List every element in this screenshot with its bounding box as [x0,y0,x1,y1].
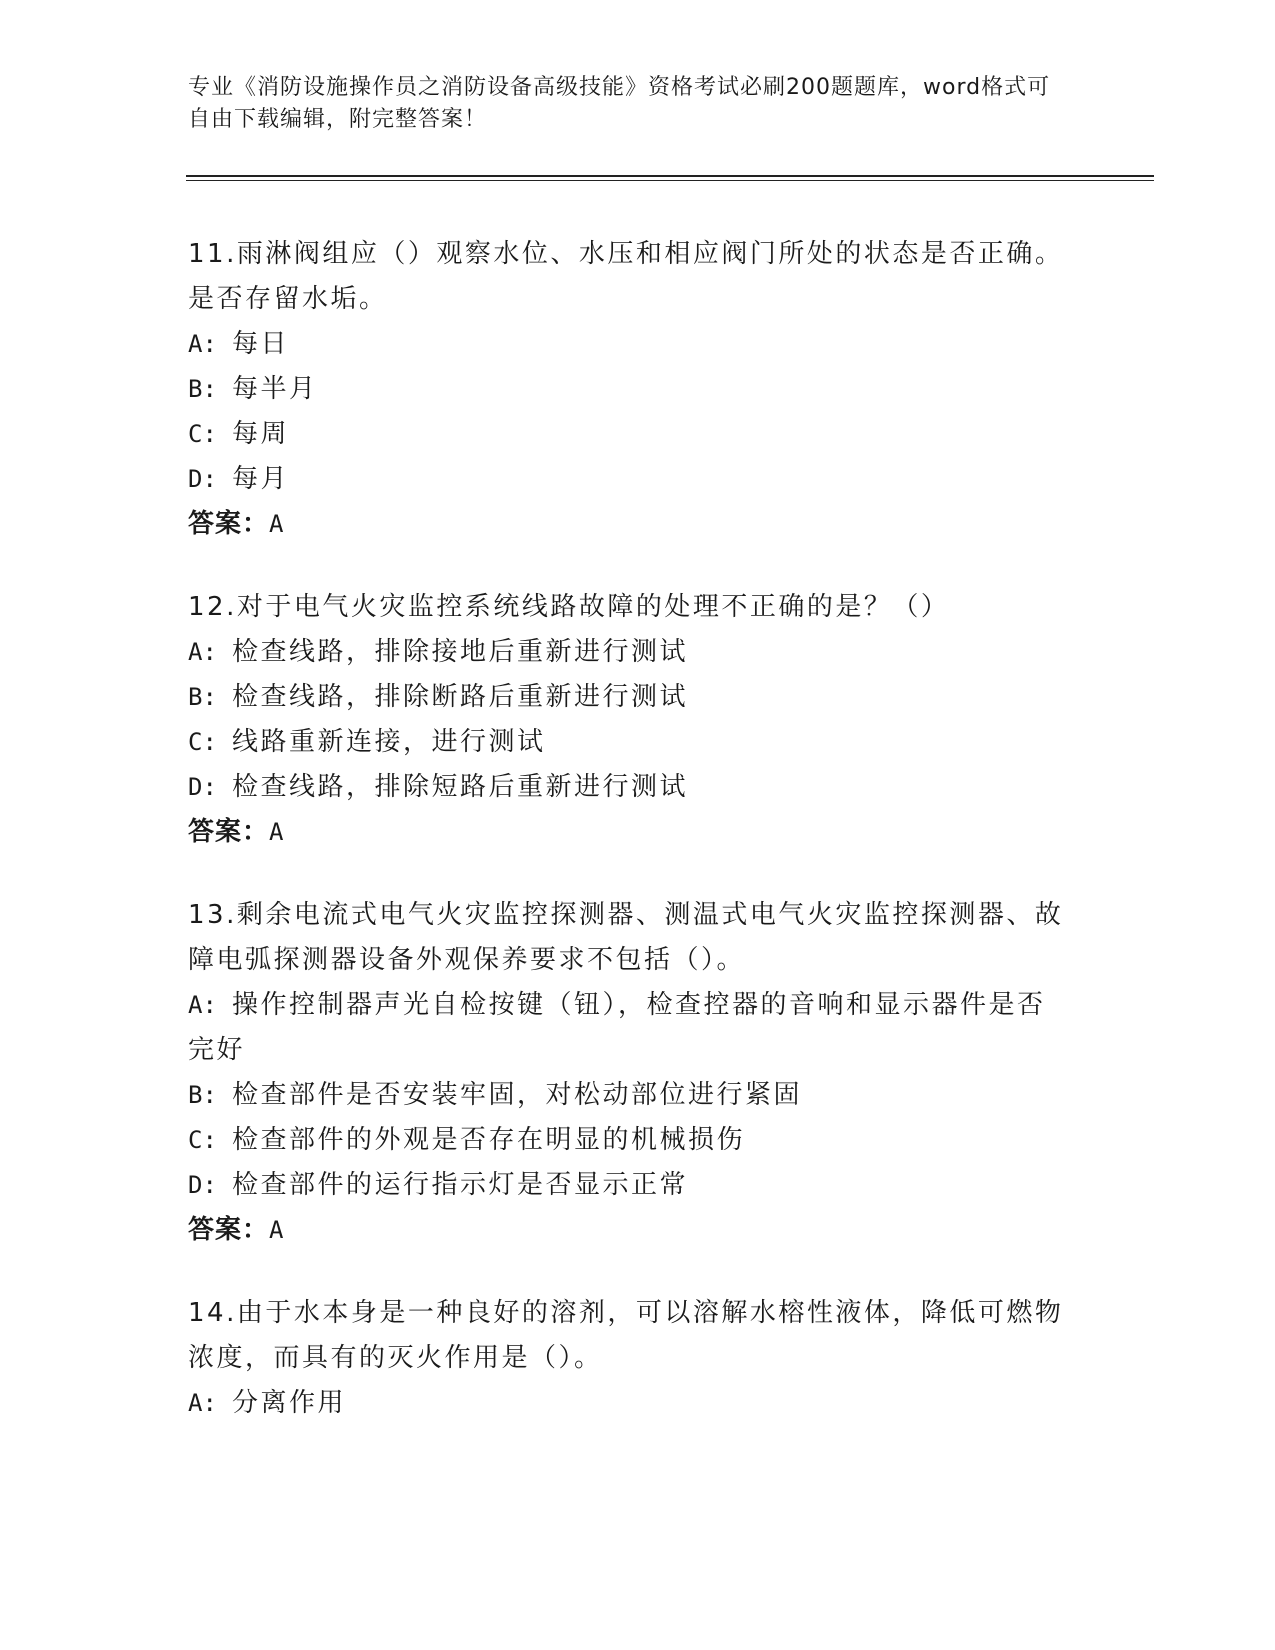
option-c [188,720,1068,765]
question-text: 由于水本身是一种良好的溶剂，可以溶解水榕性液体，降低可燃物浓度，而具有的灭火作用是（）。 [188,1298,1064,1373]
option-text: 每半月 [232,374,318,404]
option-letter: C: [188,728,217,756]
option-text: 检查部件的运行指示灯是否显示正常 [232,1170,689,1200]
option-text: 每周 [232,419,290,449]
option-a [188,1381,1068,1426]
option-text: 检查线路，排除短路后重新进行测试 [232,772,689,802]
option-text: 线路重新连接，进行测试 [232,727,546,757]
option-text: 检查部件的外观是否存在明显的机械损伤 [232,1125,746,1155]
option-b [188,1073,1068,1118]
option-a [188,322,1068,367]
option-text: 检查线路，排除接地后重新进行测试 [232,637,689,667]
question-stem [188,1291,1068,1381]
question-12 [188,585,1068,855]
question-number: 13. [188,900,237,930]
option-letter: D: [188,465,217,493]
option-letter: B: [188,375,217,403]
answer-label: 答案： [188,1215,270,1245]
option-letter: D: [188,1171,217,1199]
question-stem [188,232,1068,322]
answer-line [188,1208,1068,1253]
answer-label: 答案： [188,817,270,847]
answer-label: 答案： [188,509,270,539]
question-number: 14. [188,1298,237,1328]
option-letter: B: [188,1081,217,1109]
option-letter: A: [188,991,217,1019]
option-d [188,1163,1068,1208]
question-number: 12. [188,592,237,622]
option-c [188,412,1068,457]
header-rule-thick [186,175,1154,177]
answer-line [188,502,1068,547]
question-14 [188,1291,1068,1426]
option-a [188,630,1068,675]
option-text: 每日 [232,329,290,359]
question-stem [188,585,1068,630]
option-b [188,675,1068,720]
option-c [188,1118,1068,1163]
option-letter: C: [188,1126,217,1154]
question-stem [188,893,1068,983]
question-number: 11. [188,239,237,269]
document-header: 专业《消防设施操作员之消防设备高级技能》资格考试必刷200题题库，word格式可自由下载编辑，附完整答案！ [188,75,1051,132]
option-d [188,765,1068,810]
header-rule-thin [186,180,1154,181]
option-text: 检查线路，排除断路后重新进行测试 [232,682,689,712]
question-13 [188,893,1068,1253]
answer-line [188,810,1068,855]
answer-value: A [269,818,285,846]
question-list [188,232,1068,1464]
option-b [188,367,1068,412]
option-letter: C: [188,420,217,448]
answer-value: A [269,510,285,538]
option-a [188,983,1068,1073]
question-text: 对于电气火灾监控系统线路故障的处理不正确的是？（） [236,592,950,622]
option-letter: A: [188,330,217,358]
answer-value: A [269,1216,285,1244]
option-letter: D: [188,773,217,801]
option-letter: A: [188,638,217,666]
option-d [188,457,1068,502]
question-11 [188,232,1068,547]
question-text: 剩余电流式电气火灾监控探测器、测温式电气火灾监控探测器、故障电弧探测器设备外观保养要求不包括（）。 [188,900,1064,975]
option-text: 每月 [232,464,290,494]
option-text: 分离作用 [232,1388,347,1418]
question-text: 雨淋阀组应（）观察水位、水压和相应阀门所处的状态是否正确。是否存留水垢。 [188,239,1064,314]
option-letter: A: [188,1389,217,1417]
option-text: 检查部件是否安装牢固，对松动部位进行紧固 [232,1080,803,1110]
option-text: 操作控制器声光自检按键（钮），检查控器的音响和显示器件是否完好 [188,990,1046,1065]
option-letter: B: [188,683,217,711]
